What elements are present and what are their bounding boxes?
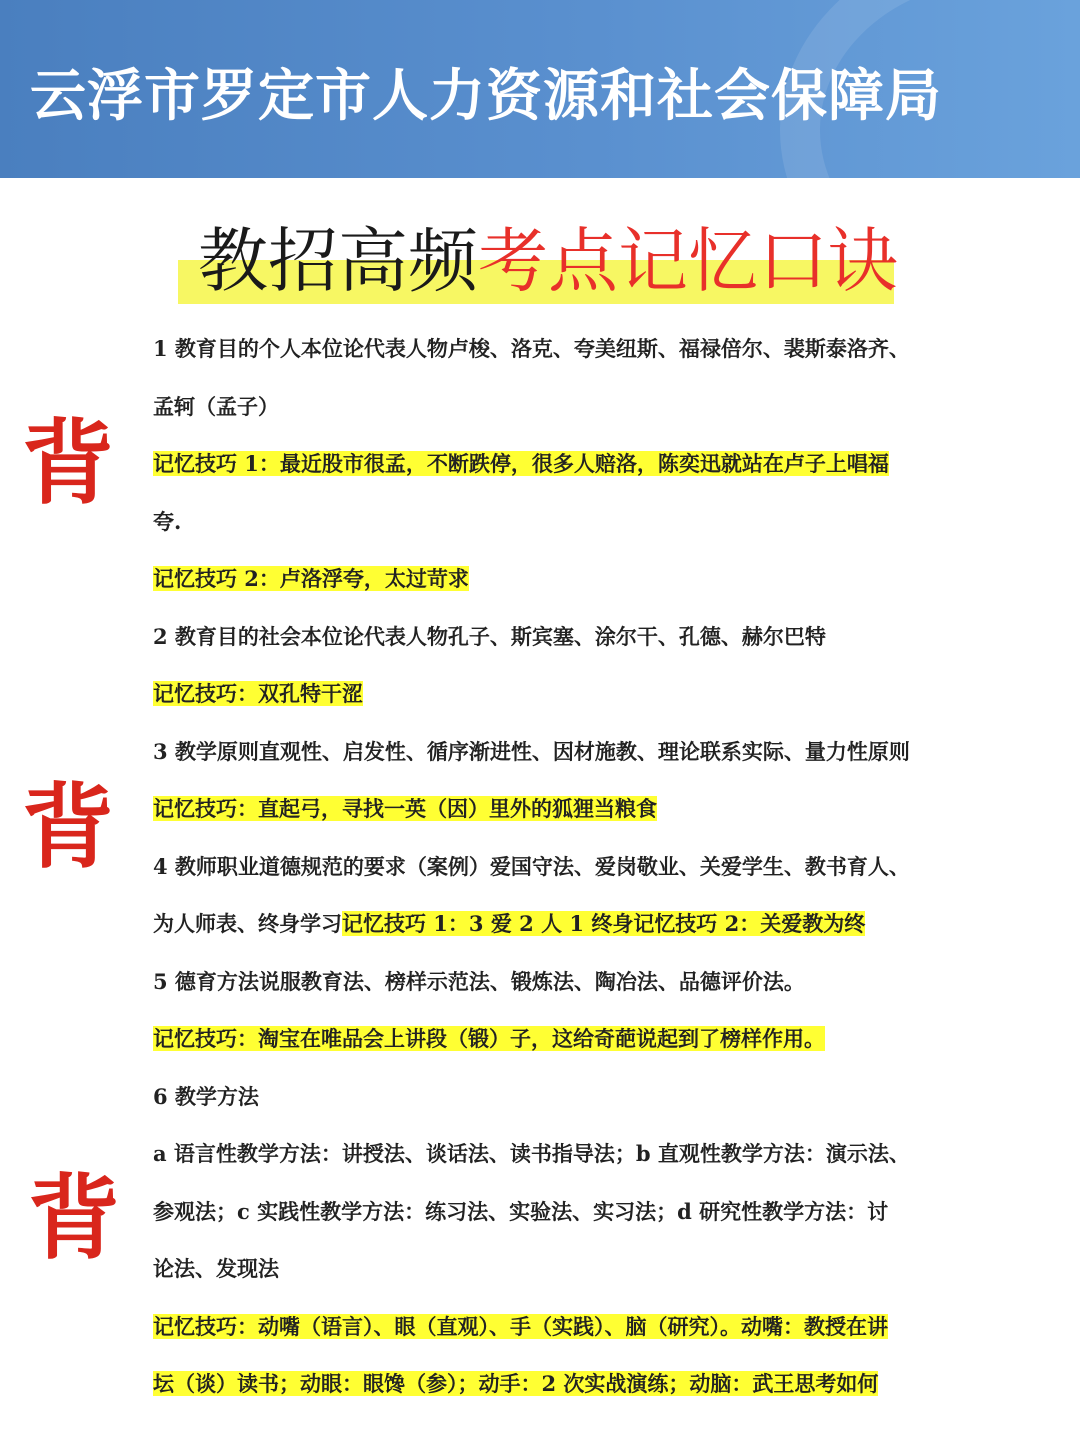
body-text: 5 德育方法说服教育法、榜样示范法、锻炼法、陶冶法、品德评价法。 — [153, 968, 805, 994]
document-body — [153, 320, 953, 1413]
banner-title: 云浮市罗定市人力资源和社会保障局 — [30, 64, 942, 129]
text-line — [153, 435, 953, 493]
text-line — [153, 378, 953, 436]
text-line — [153, 665, 953, 723]
text-line — [153, 1010, 953, 1068]
memory-tip-text: 坛（谈）读书；动眼：眼馋（参）；动手：2 次实战演练；动脑：武王思考如何 — [153, 1371, 879, 1396]
text-line — [153, 1125, 953, 1183]
body-text: 为人师表、终身学习 — [153, 911, 342, 936]
memory-tip-text: 记忆技巧 2：卢洛浮夸，太过苛求 — [153, 566, 469, 591]
memory-tip-text: 记忆技巧 1：3 爱 2 人 1 终身记忆技巧 2：关爱教为终 — [342, 911, 866, 936]
text-line — [153, 838, 953, 896]
memory-tip-text: 记忆技巧：直起弓，寻找一英（因）里外的狐狸当粮食 — [153, 796, 657, 821]
header-banner — [0, 0, 1080, 178]
text-line — [153, 550, 953, 608]
memory-tip-text: 记忆技巧 1：最近股市很孟，不断跌停，很多人赔洛，陈奕迅就站在卢子上唱福 — [153, 451, 889, 476]
memory-tip-text: 记忆技巧：动嘴（语言）、眼（直观）、手（实践）、脑（研究）。动嘴：教授在讲 — [153, 1313, 888, 1339]
side-mark-bei: 背 — [22, 774, 115, 881]
side-mark-bei: 背 — [28, 1165, 121, 1272]
text-line — [153, 1355, 953, 1413]
body-text: 参观法；c 实践性教学方法：练习法、实验法、实习法；d 研究性教学方法：讨 — [153, 1198, 889, 1224]
text-line — [153, 1183, 953, 1241]
body-text: 孟轲（孟子） — [153, 393, 279, 419]
title-part-black: 教招高频 — [198, 220, 478, 302]
text-line — [153, 1240, 953, 1298]
text-line — [153, 780, 953, 838]
body-text: 3 教学原则直观性、启发性、循序渐进性、因材施教、理论联系实际、量力性原则 — [153, 738, 910, 764]
side-mark-bei: 背 — [22, 410, 115, 517]
text-line — [153, 1068, 953, 1126]
text-line — [153, 723, 953, 781]
body-text: a 语言性教学方法：讲授法、谈话法、读书指导法；b 直观性教学方法：演示法、 — [153, 1141, 910, 1166]
text-line — [153, 320, 953, 378]
text-line — [153, 953, 953, 1011]
body-text: 4 教师职业道德规范的要求（案例）爱国守法、爱岗敬业、关爱学生、教书育人、 — [153, 853, 910, 879]
memory-tip-text: 记忆技巧：淘宝在唯品会上讲段（锻）子，这给奇葩说起到了榜样作用。 — [153, 1026, 825, 1051]
body-text: 论法、发现法 — [153, 1256, 279, 1281]
document-title — [178, 220, 898, 302]
body-text: 夸. — [153, 508, 182, 534]
body-text: 1 教育目的个人本位论代表人物卢梭、洛克、夸美纽斯、福禄倍尔、裴斯泰洛齐、 — [153, 336, 910, 361]
body-text: 2 教育目的社会本位论代表人物孔子、斯宾塞、涂尔干、孔德、赫尔巴特 — [153, 623, 826, 649]
title-part-red: 考点记忆口诀 — [478, 220, 898, 302]
text-line — [153, 1298, 953, 1356]
body-text: 6 教学方法 — [153, 1083, 259, 1109]
text-line — [153, 608, 953, 666]
memory-tip-text: 记忆技巧：双孔特干涩 — [153, 681, 363, 706]
text-line — [153, 493, 953, 551]
text-line — [153, 895, 953, 953]
